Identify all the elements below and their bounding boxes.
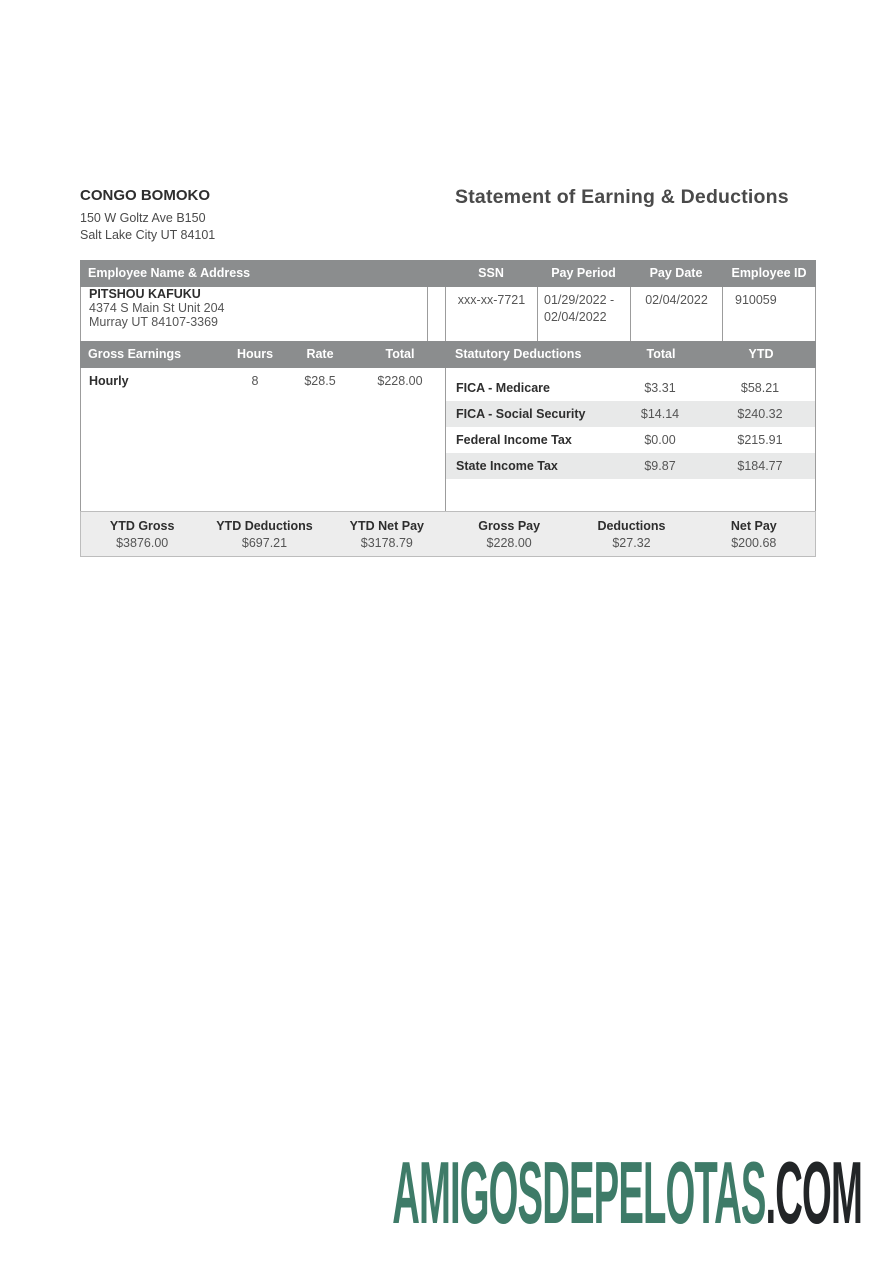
deduction-ytd: $184.77 [737,459,783,473]
summary-label: YTD Net Pay [349,519,424,533]
header-rate: Rate [306,347,334,361]
summary-net-pay [693,518,815,556]
deduction-row [446,453,815,479]
deduction-label: State Income Tax [456,459,558,473]
earnings-row-total: $228.00 [377,374,423,388]
deduction-total: $9.87 [644,459,676,473]
employee-id-cell: 910059 [722,287,816,341]
summary-ytd-net-pay [326,518,448,556]
deduction-ytd: $215.91 [737,433,783,447]
summary-label: YTD Deductions [216,519,313,533]
header-employee-id: Employee ID [731,266,807,280]
deduction-total: $0.00 [644,433,676,447]
summary-label: YTD Gross [109,519,175,533]
company-address-line1: 150 W Goltz Ave B150 [80,210,206,225]
watermark-domain-suffix: .COM [765,1143,862,1242]
employee-address-line1: 4374 S Main St Unit 204 [89,301,225,315]
totals-summary-row [80,511,816,557]
employee-name: PITSHOU KAFUKU [89,287,201,301]
deduction-label: FICA - Social Security [456,407,586,421]
summary-gross-pay [448,518,570,556]
header-ssn: SSN [478,266,504,280]
earnings-row [81,368,445,394]
deduction-row [446,401,815,427]
employee-ssn-cell: xxx-xx-7721 [445,287,537,341]
summary-label: Deductions [597,519,666,533]
deduction-ytd: $240.32 [737,407,783,421]
earnings-deductions-header-row [80,341,816,368]
table-body [80,368,816,511]
summary-value: $228.00 [486,535,532,550]
summary-label: Gross Pay [478,519,541,533]
earnings-panel [80,368,445,511]
header-deductions-ytd: YTD [748,347,774,361]
deduction-label: FICA - Medicare [456,381,551,395]
deduction-total: $3.31 [644,381,676,395]
employee-name-address-cell [80,287,428,341]
paystub-table [80,260,816,557]
summary-deductions [570,518,692,556]
deduction-row [446,427,815,453]
employee-info-row [80,287,816,341]
header-gross-earnings: Gross Earnings [88,347,182,361]
header-statutory-deductions: Statutory Deductions [455,347,582,361]
summary-value: $200.68 [731,535,777,550]
summary-value: $697.21 [241,535,288,550]
deduction-ytd: $58.21 [740,381,780,395]
summary-ytd-gross [81,518,203,556]
watermark-site-name: AMIGOSDEPELOTAS [392,1143,766,1242]
employee-pay-period-cell: 01/29/2022 - 02/04/2022 [537,287,630,341]
employee-address-line2: Murray UT 84107-3369 [89,315,219,329]
deductions-panel [445,368,816,511]
header-employee-name-address: Employee Name & Address [88,266,251,280]
earnings-row-label: Hourly [89,374,129,388]
earnings-row-hours: 8 [251,374,259,388]
header-earnings-total: Total [385,347,415,361]
summary-value: $3876.00 [116,535,169,550]
header-deductions-total: Total [646,347,676,361]
watermark-logo [392,1143,862,1242]
header-pay-date: Pay Date [649,266,703,280]
deduction-row [446,375,815,401]
summary-ytd-deductions [203,518,325,556]
document-title: Statement of Earning & Deductions [455,186,789,208]
company-block [80,186,215,244]
header-pay-period: Pay Period [551,266,616,280]
employee-row-gap [428,287,445,341]
earnings-row-rate: $28.5 [304,374,336,388]
summary-label: Net Pay [730,519,777,533]
deductions-header [445,341,816,368]
summary-value: $3178.79 [360,535,413,550]
deduction-total: $14.14 [640,407,680,421]
summary-value: $27.32 [612,535,651,550]
deduction-label: Federal Income Tax [456,433,572,447]
employee-header-row [80,260,816,287]
header-hours: Hours [236,347,274,361]
employee-pay-date-cell: 02/04/2022 [630,287,722,341]
earnings-header [80,341,445,368]
company-name: CONGO BOMOKO [80,187,210,204]
company-address-line2: Salt Lake City UT 84101 [80,227,216,242]
